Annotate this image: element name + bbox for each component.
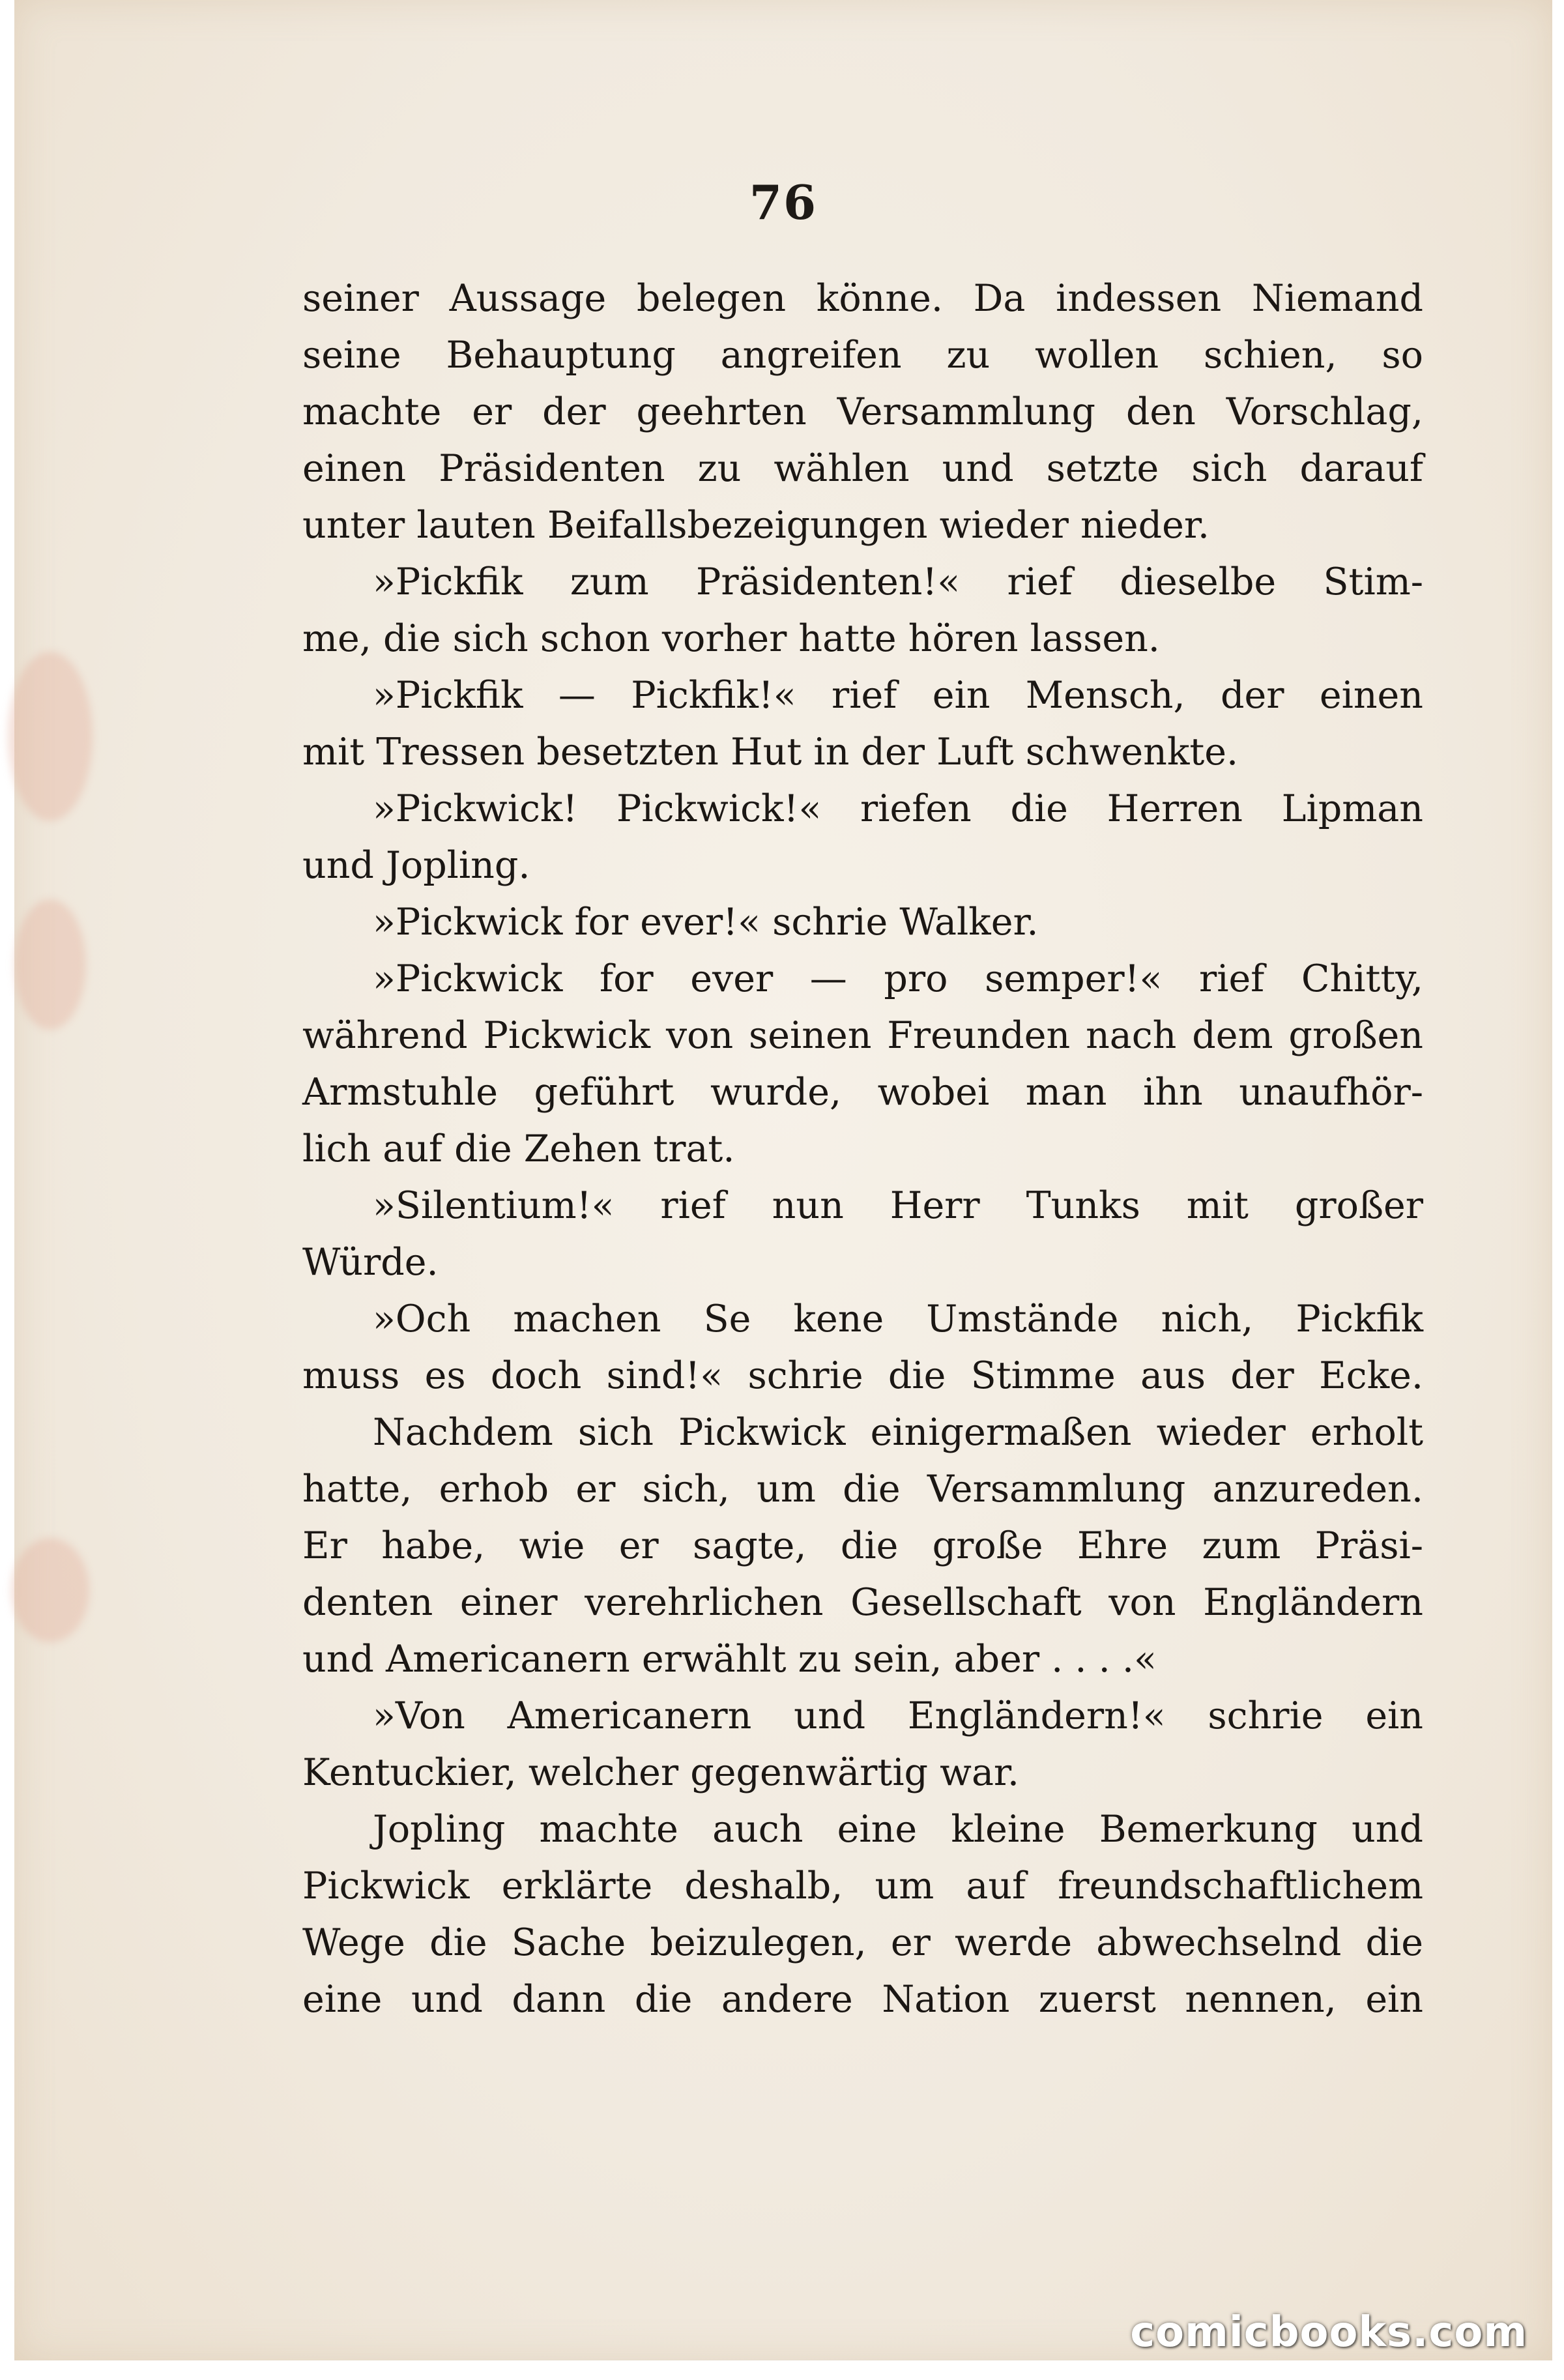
text-line: seiner Aussage belegen könne. Da indessen Niemand [302,277,1423,320]
text-line: eine und dann die andere Nation zuerst nennen, ein [302,1978,1423,2021]
text-line: »Pickfik zum Präsidenten!« rief dieselbe Stim- [373,560,1423,603]
text-line: me, die sich schon vorher hatte hören lassen. [302,617,1160,660]
text-line: lich auf die Zehen trat. [302,1127,735,1170]
text-line: »Och machen Se kene Umstände nich, Pickfik [373,1298,1423,1341]
text-line: unter lauten Beifallsbezeigungen wieder nieder. [302,504,1209,547]
text-line: machte er der geehrten Versammlung den Vorschlag, [302,390,1423,433]
text-line: während Pickwick von seinen Freunden nach dem großen [302,1014,1423,1057]
text-line: seine Behauptung angreifen zu wollen schien, so [302,334,1423,377]
text-line: Er habe, wie er sagte, die große Ehre zum Präsi- [302,1524,1423,1567]
text-line: Jopling machte auch eine kleine Bemerkung und [373,1808,1423,1851]
body-text [302,270,1423,2028]
text-line: muss es doch sind!« schrie die Stimme aus der Ecke. [302,1354,1423,1397]
text-line: Würde. [302,1241,439,1284]
text-line: Nachdem sich Pickwick einigermaßen wieder erholt [373,1411,1423,1454]
text-line: »Pickfik — Pickfik!« rief ein Mensch, der einen [373,674,1423,717]
text-line: Pickwick erklärte deshalb, um auf freundschaftlichem [302,1865,1423,1908]
text-line: »Silentium!« rief nun Herr Tunks mit großer [373,1184,1423,1227]
text-line: »Von Americanern und Engländern!« schrie ein [373,1694,1423,1737]
text-line: mit Tressen besetzten Hut in der Luft schwenkte. [302,731,1239,774]
page-stain [11,1538,89,1642]
text-line: »Pickwick for ever — pro semper!« rief Chitty, [373,957,1423,1000]
text-line: Armstuhle geführt wurde, wobei man ihn unaufhör- [302,1071,1423,1114]
page-stain [8,652,93,821]
text-line: denten einer verehrlichen Gesellschaft von Engländern [302,1581,1423,1624]
page-number: 76 [749,175,818,230]
text-line: Kentuckier, welcher gegenwärtig war. [302,1751,1020,1794]
text-line: und Americanern erwählt zu sein, aber . . . .« [302,1638,1157,1681]
text-line: »Pickwick! Pickwick!« riefen die Herren Lipman [373,787,1423,830]
text-line: hatte, erhob er sich, um die Versammlung anzureden. [302,1468,1423,1511]
text-line: und Jopling. [302,844,530,887]
page-stain [14,899,86,1030]
text-line: Wege die Sache beizulegen, er werde abwechselnd die [302,1921,1423,1964]
text-line: »Pickwick for ever!« schrie Walker. [373,901,1039,944]
site-watermark: comicbooks.com [1130,2308,1528,2357]
text-line: einen Präsidenten zu wählen und setzte sich darauf [302,447,1423,490]
book-page [14,0,1552,2360]
